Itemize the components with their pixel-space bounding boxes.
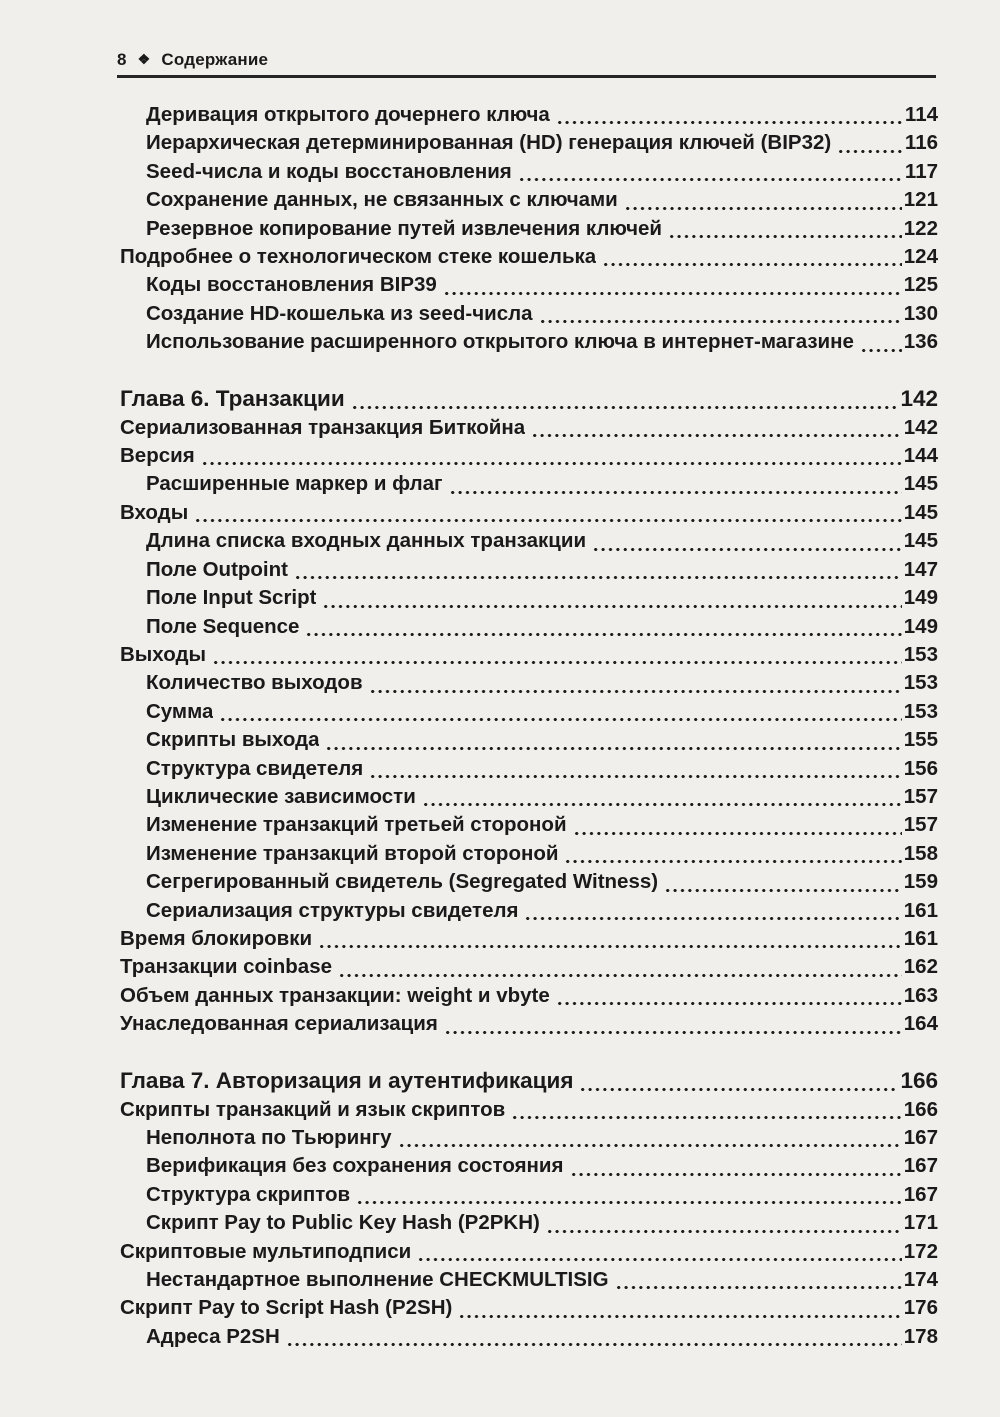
toc-page-number: 117 <box>904 159 938 183</box>
toc-leader-dots <box>458 1298 901 1319</box>
toc-page-number: 136 <box>903 330 938 354</box>
toc-chapter-row <box>120 1066 938 1096</box>
toc-row <box>120 101 938 129</box>
toc-page-number: 124 <box>903 245 938 269</box>
toc-entry-title: Скрипт Pay to Script Hash (P2SH) <box>120 1296 453 1320</box>
toc-page-number: 145 <box>903 529 938 553</box>
toc-entry-title: Сериализация структуры свидетеля <box>146 898 519 922</box>
toc-page-number: 144 <box>903 444 938 468</box>
toc-leader-dots <box>837 133 903 154</box>
toc-page-number: 174 <box>903 1268 938 1292</box>
toc-page-number: 155 <box>903 728 938 752</box>
toc-entry-title: Объем данных транзакции: weight и vbyte <box>120 983 550 1007</box>
toc-entry-title: Изменение транзакций третьей стороной <box>146 813 567 837</box>
toc-page-number: 156 <box>903 756 938 780</box>
toc-leader-dots <box>531 418 902 439</box>
toc-leader-dots <box>546 1213 902 1234</box>
toc-leader-dots <box>518 162 903 183</box>
toc-row <box>120 556 938 584</box>
toc-entry-title: Поле Outpoint <box>146 557 288 581</box>
toc-row <box>120 1238 938 1266</box>
toc-page-number: 153 <box>903 699 938 723</box>
toc-leader-dots <box>422 787 902 808</box>
toc-leader-dots <box>570 1156 902 1177</box>
toc-row <box>120 1181 938 1209</box>
toc-leader-dots <box>539 304 902 325</box>
toc-page-number: 114 <box>904 103 938 126</box>
toc-entry-title: Сериализованная транзакция Биткойна <box>120 415 526 439</box>
toc-entry-title: Структура свидетеля <box>146 756 364 780</box>
toc-leader-dots <box>624 190 902 211</box>
toc-leader-dots <box>338 957 902 978</box>
toc-entry-title: Количество выходов <box>146 671 363 695</box>
toc-row <box>120 613 938 641</box>
toc-leader-dots <box>564 844 901 865</box>
toc-entry-title: Подробнее о технологическом стеке кошелька <box>120 245 597 269</box>
toc-page-number: 167 <box>903 1182 938 1206</box>
toc-entry-title: Транзакции coinbase <box>120 955 332 979</box>
toc-entry-title: Глава 6. Транзакции <box>120 385 345 411</box>
toc-row <box>120 982 938 1010</box>
toc-page-number: 161 <box>903 898 938 922</box>
toc-row <box>120 442 938 470</box>
toc-leader-dots <box>325 730 901 751</box>
toc-page-number: 157 <box>903 813 938 837</box>
toc-page-number: 158 <box>903 841 938 865</box>
toc-row <box>120 584 938 612</box>
header-rule <box>117 75 936 78</box>
toc-page-number: 166 <box>903 1097 938 1121</box>
toc-page-number: 172 <box>903 1239 938 1263</box>
toc-page-number: 157 <box>903 784 938 808</box>
toc-page-number: 167 <box>903 1154 938 1178</box>
toc-entry-title: Сумма <box>146 699 214 723</box>
toc-page-number: 149 <box>903 586 938 610</box>
toc-leader-dots <box>444 1014 902 1035</box>
toc-leader-dots <box>602 247 902 268</box>
toc-entry-title: Поле Input Script <box>146 586 317 610</box>
toc-row <box>120 1010 938 1038</box>
toc-leader-dots <box>194 503 902 524</box>
toc-row <box>120 726 938 754</box>
toc-row <box>120 186 938 214</box>
toc-row <box>120 698 938 726</box>
toc-entry-title: Адреса P2SH <box>146 1324 280 1348</box>
toc-row <box>120 1096 938 1124</box>
toc-page-number: 122 <box>903 216 938 240</box>
toc-leader-dots <box>356 1185 902 1206</box>
toc-entry-title: Скрипты выхода <box>146 728 320 752</box>
toc-row <box>120 755 938 783</box>
toc-entry-title: Циклические зависимости <box>146 784 416 808</box>
toc-row <box>120 669 938 697</box>
toc-entry-title: Длина списка входных данных транзакции <box>146 529 587 553</box>
toc-entry-title: Скрипт Pay to Public Key Hash (P2PKH) <box>146 1211 540 1235</box>
toc-leader-dots <box>511 1100 902 1121</box>
toc-entry-title: Версия <box>120 444 195 468</box>
toc-entry-title: Скрипты транзакций и язык скриптов <box>120 1097 506 1121</box>
toc-row <box>120 925 938 953</box>
toc-page-number: 149 <box>903 614 938 638</box>
toc-leader-dots <box>369 673 902 694</box>
toc-row <box>120 1209 938 1237</box>
toc-page-number: 162 <box>903 955 938 979</box>
toc-page-number: 164 <box>903 1012 938 1036</box>
toc-entry-title: Глава 7. Авторизация и аутентификация <box>120 1067 574 1093</box>
running-head <box>117 50 936 86</box>
toc-page-number: 147 <box>903 557 938 581</box>
toc-entry-title: Входы <box>120 500 189 524</box>
toc-row <box>120 300 938 328</box>
toc-leader-dots <box>449 474 902 495</box>
toc-page-number: 125 <box>903 273 938 297</box>
toc-row <box>120 1294 938 1322</box>
toc-entry-title: Деривация открытого дочернего ключа <box>146 103 550 126</box>
toc-entry-title: Сохранение данных, не связанных с ключами <box>146 188 618 212</box>
toc-row <box>120 953 938 981</box>
toc-row <box>120 328 938 356</box>
diamond-ornament-icon: ❖ <box>137 51 151 67</box>
toc-page-number: 176 <box>903 1296 938 1320</box>
toc-entry-title: Коды восстановления BIP39 <box>146 273 437 297</box>
toc-page-number: 153 <box>903 671 938 695</box>
toc-row <box>120 811 938 839</box>
toc-row <box>120 470 938 498</box>
toc-leader-dots <box>573 815 902 836</box>
toc-row <box>120 271 938 299</box>
toc-leader-dots <box>369 758 902 779</box>
toc-leader-dots <box>294 560 902 581</box>
toc-leader-dots <box>322 588 901 609</box>
toc-page-number: 145 <box>903 472 938 496</box>
toc-entry-title: Поле Sequence <box>146 614 300 638</box>
toc-row <box>120 1152 938 1180</box>
toc-leader-dots <box>592 531 902 552</box>
toc-page-number: 116 <box>904 131 938 155</box>
toc-leader-dots <box>305 616 901 637</box>
toc-row <box>120 1323 938 1351</box>
toc-chapter-row <box>120 384 938 414</box>
toc-entry-title: Изменение транзакций второй стороной <box>146 841 559 865</box>
toc-page-number: 159 <box>903 870 938 894</box>
toc-row <box>120 158 938 186</box>
toc-entry-title: Создание HD-кошелька из seed-числа <box>146 301 533 325</box>
toc-leader-dots <box>664 872 902 893</box>
page-number: 8 <box>117 50 127 69</box>
toc-row <box>120 527 938 555</box>
toc-leader-dots <box>524 900 901 921</box>
toc-leader-dots <box>615 1270 902 1291</box>
toc-entry-title: Структура скриптов <box>146 1182 351 1206</box>
toc-leader-dots <box>579 1069 898 1092</box>
toc-page-number: 142 <box>903 415 938 439</box>
toc-page-number: 178 <box>903 1324 938 1348</box>
toc-row <box>120 499 938 527</box>
toc-entry-title: Расширенные маркер и флаг <box>146 472 443 496</box>
toc-page-number: 171 <box>903 1211 938 1235</box>
toc-row <box>120 215 938 243</box>
toc-leader-dots <box>398 1128 902 1149</box>
toc-leader-dots <box>318 929 902 950</box>
toc-entry-title: Неполнота по Тьюрингу <box>146 1126 392 1149</box>
toc-leader-dots <box>556 105 903 126</box>
toc-row <box>120 783 938 811</box>
toc-page-number: 153 <box>903 642 938 666</box>
toc-row <box>120 868 938 896</box>
running-head-line <box>117 50 936 70</box>
toc-page-number: 130 <box>903 301 938 325</box>
toc-entry-title: Унаследованная сериализация <box>120 1012 438 1036</box>
toc-row <box>120 897 938 925</box>
toc-leader-dots <box>212 645 902 666</box>
running-head-title: Содержание <box>161 50 269 69</box>
toc-leader-dots <box>668 219 902 240</box>
toc-entry-title: Seed-числа и коды восстановления <box>146 159 512 183</box>
toc-entry-title: Время блокировки <box>120 926 313 950</box>
toc-row <box>120 129 938 157</box>
toc-row <box>120 1124 938 1152</box>
toc-entry-title: Нестандартное выполнение CHECKMULTISIG <box>146 1268 609 1292</box>
toc-row <box>120 641 938 669</box>
toc-row <box>120 840 938 868</box>
toc-page-number: 121 <box>903 188 938 212</box>
toc-entry-title: Использование расширенного открытого ключа в интернет-магазине <box>146 330 854 354</box>
toc-page-number: 166 <box>900 1067 938 1093</box>
toc-list <box>120 101 938 1351</box>
toc-page-number: 167 <box>903 1126 938 1149</box>
toc-row <box>120 414 938 442</box>
toc-leader-dots <box>351 387 899 410</box>
toc-entry-title: Резервное копирование путей извлечения ключей <box>146 216 663 240</box>
toc-page-number: 142 <box>900 385 938 411</box>
toc-row <box>120 243 938 271</box>
toc-row <box>120 1266 938 1294</box>
toc-entry-title: Иерархическая детерминированная (HD) генерация ключей (BIP32) <box>146 131 832 155</box>
toc-leader-dots <box>201 446 902 467</box>
toc-leader-dots <box>286 1327 902 1348</box>
toc-page-number: 145 <box>903 500 938 524</box>
toc-page-number: 163 <box>903 983 938 1007</box>
toc-entry-title: Верификация без сохранения состояния <box>146 1154 564 1178</box>
toc-leader-dots <box>219 702 901 723</box>
toc-leader-dots <box>860 332 902 353</box>
toc-leader-dots <box>417 1242 902 1263</box>
toc-leader-dots <box>556 986 902 1007</box>
toc-entry-title: Скриптовые мультиподписи <box>120 1239 412 1263</box>
toc-leader-dots <box>443 275 902 296</box>
toc-entry-title: Выходы <box>120 642 206 666</box>
toc-entry-title: Сегрегированный свидетель (Segregated Witness) <box>146 870 659 894</box>
toc-page-number: 161 <box>903 926 938 950</box>
